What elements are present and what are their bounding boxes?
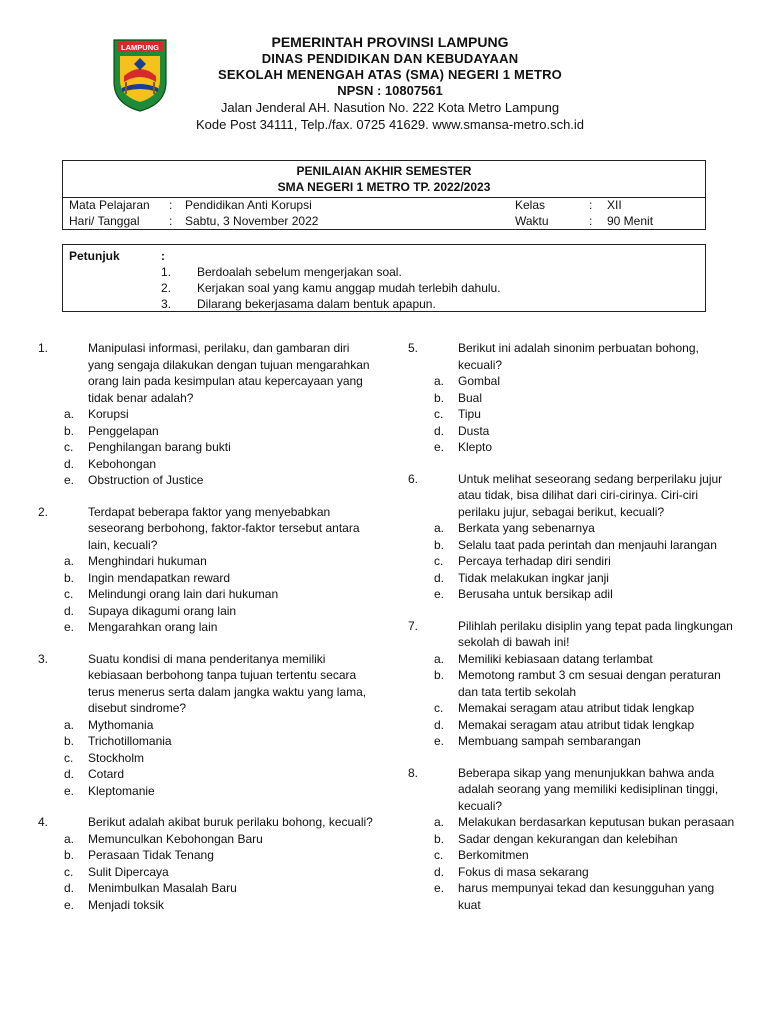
question-text: Pilihlah perilaku disiplin yang tepat pada lingkungan sekolah di bawah ini! [458,618,733,649]
option-letter: b. [64,423,75,438]
answer-option[interactable] [38,847,374,864]
question-text: Manipulasi informasi, perilaku, dan gambaran diri yang sengaja dilakukan dengan tujuan mengarahkan orang lain pada kesimpulan atau kepercayaan yang tidak benar adalah? [88,341,370,405]
answer-option[interactable] [408,570,738,587]
option-text: Memakai seragam atau atribut tidak lengkap [458,701,695,715]
option-text: Bual [458,390,483,405]
time-colon: : [589,214,593,228]
option-text: Kleptomanie [88,783,155,798]
time-label: Waktu [515,214,549,228]
answer-option[interactable] [408,864,738,881]
answer-option[interactable] [408,814,738,831]
instruction-item [63,296,705,312]
option-letter: a. [64,554,75,568]
instruction-number: 2. [161,281,172,295]
answer-option[interactable] [408,667,738,700]
letterhead-government: PEMERINTAH PROVINSI LAMPUNG [271,34,509,50]
question-number: 3. [38,651,49,666]
option-text: Berkata yang sebenarnya [458,521,595,535]
answer-option[interactable] [38,439,374,456]
exam-info-table [62,160,706,230]
option-text: Tidak melakukan ingkar janji [458,570,609,585]
option-text: Gombal [458,374,501,388]
class-label: Kelas [515,198,546,212]
question-2 [38,504,374,636]
option-letter: b. [434,390,445,405]
option-letter: e. [64,473,75,487]
question-4 [38,814,374,913]
option-letter: d. [64,881,75,895]
exam-subtitle: SMA NEGERI 1 METRO TP. 2022/2023 [277,180,491,194]
option-text: Penggelapan [88,423,159,438]
answer-option[interactable] [408,717,738,734]
lampung-emblem-logo [112,36,168,112]
option-letter: d. [64,456,75,471]
instruction-text: Berdoalah sebelum mengerjakan soal. [197,265,402,279]
option-letter: e. [434,734,445,748]
answer-option[interactable] [38,553,374,570]
subject-colon: : [169,198,173,212]
exam-info-row-subject [63,197,705,213]
option-letter: a. [64,717,75,732]
class-colon: : [589,198,593,212]
instruction-text: Dilarang bekerjasama dalam bentuk apapun. [197,297,436,311]
answer-option[interactable] [38,586,374,603]
option-letter: d. [434,864,445,879]
option-letter: d. [64,767,75,781]
answer-option[interactable] [408,700,738,717]
time-value: 90 Menit [607,214,654,228]
answer-option[interactable] [408,390,738,407]
class-value: XII [607,198,622,212]
option-letter: c. [64,864,74,879]
question-number: 8. [408,765,419,780]
option-text: harus mempunyai tekad dan kesungguhan yang kuat [458,881,715,912]
question-text: Suatu kondisi di mana penderitanya memiliki kebiasaan berbohong tanpa tujuan tertentu secara terus menerus serta dalam jangka waktu yang lama, disebut sindrome? [88,651,367,715]
question-number: 5. [408,341,419,355]
answer-option[interactable] [408,586,738,603]
answer-option[interactable] [38,570,374,587]
question-5 [408,340,738,456]
option-text: Perasaan Tidak Tenang [88,848,214,862]
answer-option[interactable] [408,520,738,537]
option-text: Trichotillomania [88,734,172,748]
option-letter: c. [434,554,444,568]
letterhead-school-name: SEKOLAH MENENGAH ATAS (SMA) NEGERI 1 METRO [217,67,562,82]
option-letter: e. [434,587,445,601]
instruction-item [63,264,705,280]
option-letter: c. [64,587,74,601]
questions-right-column [408,340,738,913]
answer-option[interactable] [38,472,374,489]
exam-info-header [63,161,705,198]
option-text: Membuang sampah sembarangan [458,734,641,748]
letterhead-contact: Kode Post 34111, Telp./fax. 0725 41629. www.smansa-metro.sch.id [195,117,585,132]
question-8 [408,765,738,914]
answer-option[interactable] [408,439,738,456]
answer-option[interactable] [38,733,374,750]
answer-option[interactable] [38,750,374,767]
exam-title: PENILAIAN AKHIR SEMESTER [296,164,472,178]
question-text: Berikut ini adalah sinonim perbuatan bohong, kecuali? [458,341,699,372]
instructions-colon: : [161,249,165,263]
option-text: Memotong rambut 3 cm sesuai dengan peraturan dan tata tertib sekolah [458,668,721,699]
question-number: 6. [408,471,419,486]
option-letter: b. [434,537,445,552]
option-text: Menimbulkan Masalah Baru [88,881,237,895]
exam-info-row-date [63,213,705,229]
date-colon: : [169,214,173,228]
answer-option[interactable] [38,423,374,440]
option-text: Sulit Dipercaya [88,864,169,879]
option-letter: a. [434,521,445,535]
question-text: Berikut adalah akibat buruk perilaku bohong, kecuali? [88,815,373,829]
option-letter: b. [64,848,75,862]
option-letter: a. [64,407,75,421]
option-letter: a. [64,831,75,846]
question-1 [38,340,374,489]
option-letter: d. [434,570,445,585]
option-text: Tipu [458,407,481,421]
option-letter: a. [434,651,445,666]
option-letter: a. [434,815,445,829]
answer-option[interactable] [408,373,738,390]
instruction-number: 3. [161,297,172,311]
answer-option[interactable] [408,537,738,554]
question-text: Untuk melihat seseorang sedang berperilaku jujur atau tidak, bisa dilihat dari ciri-cirinya. Ciri-ciri perilaku jujur, sebagai berikut, kecuali? [458,471,723,519]
option-letter: c. [434,407,444,421]
option-letter: d. [434,423,445,438]
option-letter: e. [434,440,445,454]
instructions-box [62,244,706,312]
answer-option[interactable] [408,831,738,848]
answer-option[interactable] [38,717,374,734]
option-text: Memunculkan Kebohongan Baru [88,831,263,846]
option-text: Sadar dengan kekurangan dan kelebihan [458,831,678,846]
option-text: Klepto [458,440,493,454]
option-letter: c. [434,848,444,862]
option-text: Obstruction of Justice [88,473,204,487]
question-number: 7. [408,618,419,633]
answer-option[interactable] [38,864,374,881]
option-text: Melakukan berdasarkan keputusan bukan perasaan [458,815,735,829]
option-text: Ingin mendapatkan reward [88,570,231,585]
instruction-item [63,280,705,296]
answer-option[interactable] [408,406,738,423]
option-text: Stockholm [88,750,145,765]
option-letter: e. [64,620,75,634]
question-text: Beberapa sikap yang menunjukkan bahwa anda adalah seorang yang memiliki kedisiplinan tinggi, kecuali? [458,765,719,813]
option-text: Korupsi [88,407,129,421]
question-7 [408,618,738,750]
option-text: Berkomitmen [458,848,529,862]
option-text: Dusta [458,423,490,438]
option-text: Percaya terhadap diri sendiri [458,554,611,568]
question-3 [38,651,374,800]
option-letter: d. [434,717,445,732]
date-label: Hari/ Tanggal [69,214,140,228]
option-letter: d. [64,603,75,618]
date-value: Sabtu, 3 November 2022 [185,214,319,228]
option-text: Berusaha untuk bersikap adil [458,587,613,601]
letterhead [180,34,600,133]
answer-option[interactable] [38,783,374,800]
option-text: Melindungi orang lain dari hukuman [88,587,279,601]
option-letter: b. [434,831,445,846]
question-number: 4. [38,815,49,829]
letterhead-npsn: NPSN : 10807561 [337,83,443,98]
option-letter: e. [64,783,75,798]
answer-option[interactable] [38,456,374,473]
option-letter: e. [434,881,445,895]
instruction-text: Kerjakan soal yang kamu anggap mudah terlebih dahulu. [197,281,501,295]
question-number: 2. [38,504,49,519]
option-text: Cotard [88,767,125,781]
answer-option[interactable] [38,880,374,897]
option-text: Memakai seragam atau atribut tidak lengkap [458,717,695,732]
option-text: Menghindari hukuman [88,554,207,568]
instruction-number: 1. [161,265,172,279]
letterhead-department: DINAS PENDIDIKAN DAN KEBUDAYAAN [261,51,519,66]
option-text: Fokus di masa sekarang [458,864,589,879]
option-letter: a. [434,374,445,388]
option-text: Kebohongan [88,456,157,471]
option-text: Mythomania [88,717,154,732]
question-text: Terdapat beberapa faktor yang menyebabkan seseorang berbohong, faktor-faktor tersebut antara lain, kecuali? [88,504,360,552]
option-letter: e. [64,897,75,912]
question-6 [408,471,738,603]
questions-left-column [38,340,374,913]
option-letter: b. [64,570,75,585]
option-letter: b. [64,734,75,748]
option-text: Selalu taat pada perintah dan menjauhi larangan [458,537,717,552]
answer-option[interactable] [408,651,738,668]
answer-option[interactable] [38,766,374,783]
option-text: Penghilangan barang bukti [88,440,231,454]
option-text: Mengarahkan orang lain [88,620,218,634]
answer-option[interactable] [38,603,374,620]
answer-option[interactable] [38,897,374,914]
option-text: Supaya dikagumi orang lain [88,603,237,618]
option-letter: c. [64,750,74,765]
question-number: 1. [38,341,49,355]
subject-label: Mata Pelajaran [69,198,150,212]
answer-option[interactable] [38,619,374,636]
option-letter: c. [434,701,444,715]
option-letter: c. [64,440,74,454]
option-text: Memiliki kebiasaan datang terlambat [458,651,653,666]
answer-option[interactable] [38,406,374,423]
logo-text: LAMPUNG [121,43,159,52]
option-letter: b. [434,668,445,682]
answer-option[interactable] [408,733,738,750]
answer-option[interactable] [408,553,738,570]
answer-option[interactable] [408,423,738,440]
option-text: Menjadi toksik [88,897,165,912]
letterhead-address: Jalan Jenderal AH. Nasution No. 222 Kota Metro Lampung [220,100,560,115]
answer-option[interactable] [408,847,738,864]
instructions-label: Petunjuk [69,249,120,263]
subject-value: Pendidikan Anti Korupsi [185,198,312,212]
answer-option[interactable] [38,831,374,848]
answer-option[interactable] [408,880,738,913]
